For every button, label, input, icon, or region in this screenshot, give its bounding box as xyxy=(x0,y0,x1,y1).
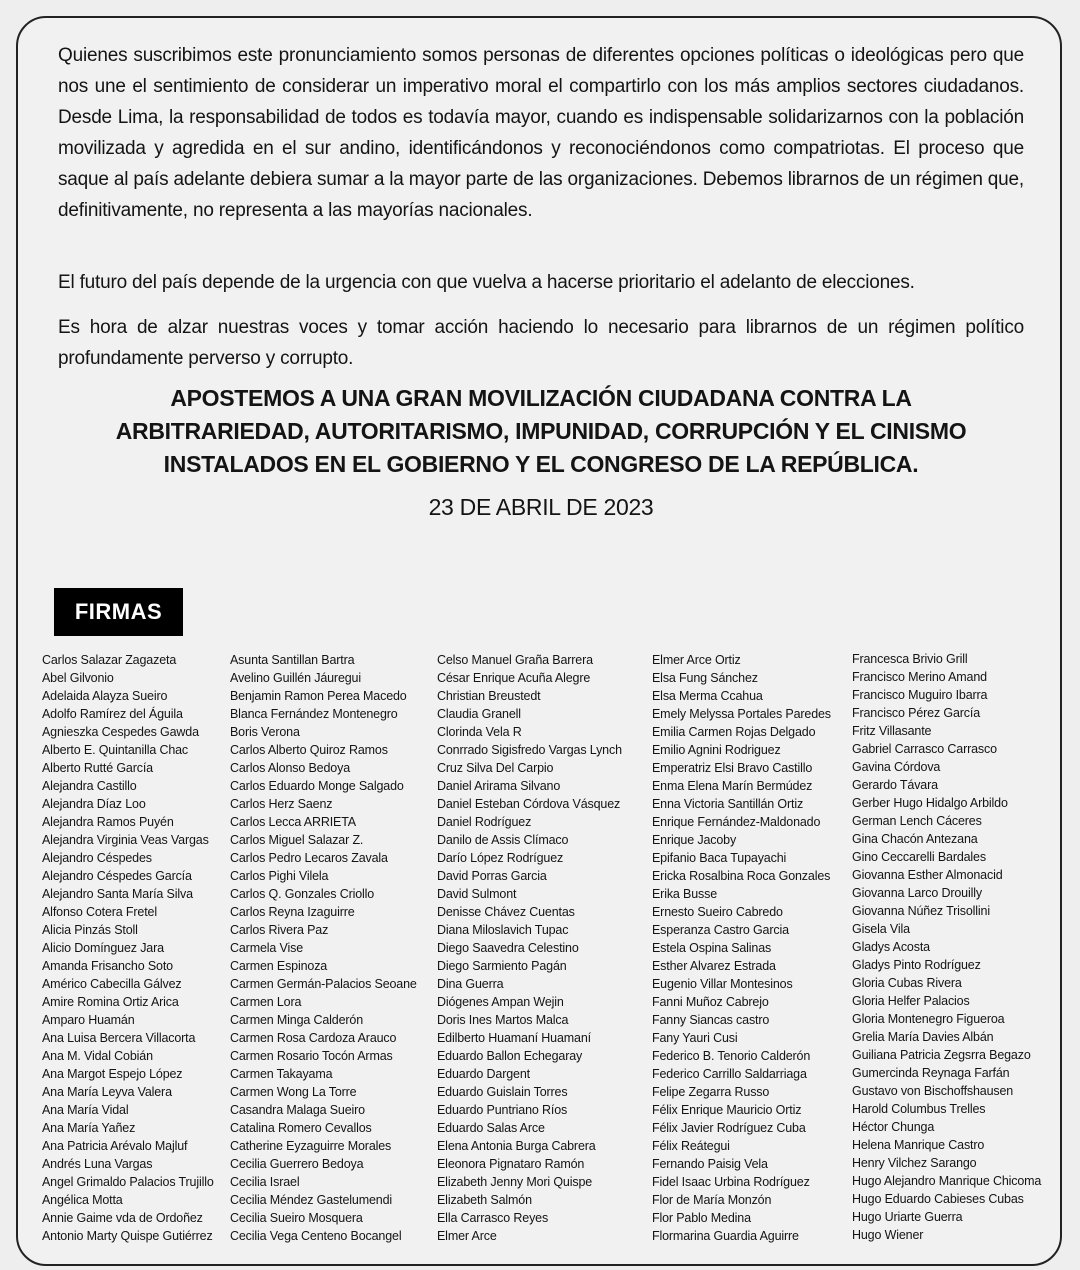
signature-name: Agnieszka Cespedes Gawda xyxy=(42,725,199,739)
headline xyxy=(58,382,1024,481)
signature-name: Eugenio Villar Montesinos xyxy=(652,977,793,991)
signature-name: Cecilia Vega Centeno Bocangel xyxy=(230,1229,402,1243)
signature-name: Flor Pablo Medina xyxy=(652,1211,751,1225)
signature-name: Carmela Vise xyxy=(230,941,303,955)
signature-name: Grelia María Davies Albán xyxy=(852,1030,994,1044)
signature-name: Cecilia Méndez Gastelumendi xyxy=(230,1193,393,1207)
signature-name: Gloria Montenegro Figueroa xyxy=(852,1012,1005,1026)
signatures-column xyxy=(42,651,214,1245)
signature-name: Carlos Q. Gonzales Criollo xyxy=(230,887,375,901)
signature-name: Amire Romina Ortiz Arica xyxy=(42,995,179,1009)
signature-name: Carmen Takayama xyxy=(230,1067,333,1081)
signature-name: Carlos Reyna Izaguirre xyxy=(230,905,355,919)
signature-name: Giovanna Larco Drouilly xyxy=(852,886,982,900)
signature-name: Benjamin Ramon Perea Macedo xyxy=(230,689,407,703)
signature-name: Diego Sarmiento Pagán xyxy=(437,959,567,973)
signature-name: Angélica Motta xyxy=(42,1193,123,1207)
signature-name: Diógenes Ampan Wejin xyxy=(437,995,564,1009)
signature-name: Antonio Marty Quispe Gutiérrez xyxy=(42,1229,213,1243)
signature-name: Eduardo Ballon Echegaray xyxy=(437,1049,583,1063)
elections-paragraph: El futuro del país depende de la urgencia con que vuelva a hacerse prioritario el adelanto de elecciones. xyxy=(58,272,915,293)
signature-name: Alberto Rutté García xyxy=(42,761,153,775)
signatures-column xyxy=(437,651,622,1245)
signature-name: Emperatriz Elsi Bravo Castillo xyxy=(652,761,813,775)
signature-name: Denisse Chávez Cuentas xyxy=(437,905,575,919)
signature-name: Félix Reátegui xyxy=(652,1139,730,1153)
signature-name: Emilio Agnini Rodriguez xyxy=(652,743,781,757)
signature-name: Eduardo Dargent xyxy=(437,1067,530,1081)
signature-name: Héctor Chunga xyxy=(852,1120,935,1134)
signature-name: Carlos Eduardo Monge Salgado xyxy=(230,779,404,793)
signature-name: Christian Breustedt xyxy=(437,689,541,703)
signature-name: Hugo Eduardo Cabieses Cubas xyxy=(852,1192,1024,1206)
signature-name: Asunta Santillan Bartra xyxy=(230,653,355,667)
signature-name: Casandra Malaga Sueiro xyxy=(230,1103,365,1117)
signature-name: Carmen Rosa Cardoza Arauco xyxy=(230,1031,397,1045)
signature-name: Elmer Arce xyxy=(437,1229,497,1243)
signature-name: Ana María Yañez xyxy=(42,1121,136,1135)
signature-name: Carmen Rosario Tocón Armas xyxy=(230,1049,393,1063)
signature-name: Amparo Huamán xyxy=(42,1013,135,1027)
signature-name: Eleonora Pignataro Ramón xyxy=(437,1157,585,1171)
signature-name: Catherine Eyzaguirre Morales xyxy=(230,1139,392,1153)
signature-name: Fany Yauri Cusi xyxy=(652,1031,738,1045)
signature-name: Alejandra Ramos Puyén xyxy=(42,815,174,829)
signature-name: Gladys Acosta xyxy=(852,940,930,954)
signature-name: Emely Melyssa Portales Paredes xyxy=(652,707,831,721)
signature-name: Ana Luisa Bercera Villacorta xyxy=(42,1031,196,1045)
signature-name: Amanda Frisancho Soto xyxy=(42,959,173,973)
signature-name: Ella Carrasco Reyes xyxy=(437,1211,549,1225)
signature-name: German Lench Cáceres xyxy=(852,814,982,828)
signature-name: Celso Manuel Graña Barrera xyxy=(437,653,593,667)
signature-name: Carlos Miguel Salazar Z. xyxy=(230,833,364,847)
signature-name: Enrique Jacoby xyxy=(652,833,737,847)
signature-name: Harold Columbus Trelles xyxy=(852,1102,986,1116)
signature-name: Esperanza Castro Garcia xyxy=(652,923,789,937)
signature-name: Carlos Alonso Bedoya xyxy=(230,761,350,775)
call-to-action-paragraph: Es hora de alzar nuestras voces y tomar acción haciendo lo necesario para librarnos de un régimen político profundamente perverso y corrupto. xyxy=(58,317,1024,369)
signature-name: Hugo Wiener xyxy=(852,1228,924,1242)
signature-name: Helena Manrique Castro xyxy=(852,1138,985,1152)
signature-name: Avelino Guillén Jáuregui xyxy=(230,671,361,685)
signature-name: Federico Carrillo Saldarriaga xyxy=(652,1067,807,1081)
signature-name: Cruz Silva Del Carpio xyxy=(437,761,554,775)
signature-name: Giovanna Núñez Trisollini xyxy=(852,904,990,918)
signature-name: Flor de María Monzón xyxy=(652,1193,772,1207)
signature-name: Fidel Isaac Urbina Rodríguez xyxy=(652,1175,810,1189)
signature-name: Estela Ospina Salinas xyxy=(652,941,772,955)
signature-name: Elizabeth Salmón xyxy=(437,1193,532,1207)
signature-name: Gloria Helfer Palacios xyxy=(852,994,970,1008)
signature-name: Gabriel Carrasco Carrasco xyxy=(852,742,997,756)
signature-name: Blanca Fernández Montenegro xyxy=(230,707,398,721)
date: 23 DE ABRIL DE 2023 xyxy=(428,494,654,520)
signature-name: Daniel Arirama Silvano xyxy=(437,779,561,793)
signature-name: Alberto E. Quintanilla Chac xyxy=(42,743,189,757)
signature-name: Carmen Germán-Palacios Seoane xyxy=(230,977,417,991)
signature-name: Gerber Hugo Hidalgo Arbildo xyxy=(852,796,1008,810)
firmas-label: FIRMAS xyxy=(54,588,183,636)
signature-name: Alejandra Díaz Loo xyxy=(42,797,146,811)
signature-name: Alejandra Virginia Veas Vargas xyxy=(42,833,209,847)
signature-name: Ana M. Vidal Cobián xyxy=(42,1049,153,1063)
signature-name: Fritz Villasante xyxy=(852,724,932,738)
signature-name: Angel Grimaldo Palacios Trujillo xyxy=(42,1175,214,1189)
signature-name: Adolfo Ramírez del Águila xyxy=(42,707,183,721)
signature-name: Carlos Rivera Paz xyxy=(230,923,329,937)
signature-name: Darío López Rodríguez xyxy=(437,851,564,865)
signature-name: Ericka Rosalbina Roca Gonzales xyxy=(652,869,831,883)
signature-name: Elena Antonia Burga Cabrera xyxy=(437,1139,596,1153)
signature-name: Enma Elena Marín Bermúdez xyxy=(652,779,813,793)
signature-name: Carlos Alberto Quiroz Ramos xyxy=(230,743,388,757)
signature-name: Américo Cabecilla Gálvez xyxy=(42,977,182,991)
signature-name: David Sulmont xyxy=(437,887,517,901)
signature-name: Catalina Romero Cevallos xyxy=(230,1121,372,1135)
signature-name: Federico B. Tenorio Calderón xyxy=(652,1049,811,1063)
signature-name: Alicia Pinzás Stoll xyxy=(42,923,138,937)
headline-line: INSTALADOS EN EL GOBIERNO Y EL CONGRESO DE LA REPÚBLICA. xyxy=(163,451,919,477)
signatures-column xyxy=(230,651,417,1245)
signature-name: Gustavo von Bischoffshausen xyxy=(852,1084,1014,1098)
signature-name: Gina Chacón Antezana xyxy=(852,832,978,846)
signatures-column xyxy=(652,651,831,1245)
signature-name: Giovanna Esther Almonacid xyxy=(852,868,1003,882)
signature-name: Diego Saavedra Celestino xyxy=(437,941,579,955)
headline-line: APOSTEMOS A UNA GRAN MOVILIZACIÓN CIUDADANA CONTRA LA xyxy=(170,385,912,411)
signature-name: Annie Gaime vda de Ordoñez xyxy=(42,1211,203,1225)
signature-name: Boris Verona xyxy=(230,725,300,739)
signature-name: Carlos Pedro Lecaros Zavala xyxy=(230,851,388,865)
signature-name: Cecilia Guerrero Bedoya xyxy=(230,1157,364,1171)
signature-name: Cecilia Sueiro Mosquera xyxy=(230,1211,363,1225)
headline-line: ARBITRARIEDAD, AUTORITARISMO, IMPUNIDAD, CORRUPCIÓN Y EL CINISMO xyxy=(115,418,967,444)
signature-name: Carlos Herz Saenz xyxy=(230,797,333,811)
signature-name: Gisela Vila xyxy=(852,922,910,936)
signature-name: Abel Gilvonio xyxy=(42,671,114,685)
signature-name: Carmen Espinoza xyxy=(230,959,328,973)
signature-name: Conrrado Sigisfredo Vargas Lynch xyxy=(437,743,622,757)
signature-name: Enrique Fernández-Maldonado xyxy=(652,815,821,829)
signature-name: Esther Alvarez Estrada xyxy=(652,959,776,973)
signature-name: Danilo de Assis Clímaco xyxy=(437,833,569,847)
signature-name: Alicio Domínguez Jara xyxy=(42,941,164,955)
signature-name: Edilberto Huamaní Huamaní xyxy=(437,1031,591,1045)
signature-name: Ana Margot Espejo López xyxy=(42,1067,183,1081)
signature-name: Erika Busse xyxy=(652,887,718,901)
signature-name: Eduardo Puntriano Ríos xyxy=(437,1103,568,1117)
signature-name: César Enrique Acuña Alegre xyxy=(437,671,591,685)
signature-name: Fernando Paisig Vela xyxy=(652,1157,768,1171)
signature-name: Elsa Fung Sánchez xyxy=(652,671,758,685)
signature-name: Doris Ines Martos Malca xyxy=(437,1013,569,1027)
signature-name: Carmen Wong La Torre xyxy=(230,1085,357,1099)
signature-name: Fanny Siancas castro xyxy=(652,1013,770,1027)
signature-name: Eduardo Salas Arce xyxy=(437,1121,545,1135)
signature-name: Gerardo Távara xyxy=(852,778,938,792)
signatures-column xyxy=(852,650,1041,1244)
signature-name: Carlos Lecca ARRIETA xyxy=(230,815,356,829)
signature-name: Gumercinda Reynaga Farfán xyxy=(852,1066,1010,1080)
signature-name: Andrés Luna Vargas xyxy=(42,1157,153,1171)
signature-name: Ana María Leyva Valera xyxy=(42,1085,172,1099)
signature-name: Elsa Merma Ccahua xyxy=(652,689,763,703)
signature-name: Ana Patricia Arévalo Majluf xyxy=(42,1139,188,1153)
signature-name: Clorinda Vela R xyxy=(437,725,522,739)
signature-name: Epifanio Baca Tupayachi xyxy=(652,851,787,865)
signature-name: Cecilia Israel xyxy=(230,1175,300,1189)
signature-name: Carmen Minga Calderón xyxy=(230,1013,364,1027)
signature-name: Francisco Pérez García xyxy=(852,706,980,720)
signature-name: Daniel Rodríguez xyxy=(437,815,532,829)
signature-name: Guiliana Patricia Zegsrra Begazo xyxy=(852,1048,1031,1062)
signature-name: Gavina Córdova xyxy=(852,760,941,774)
signature-name: Fanni Muñoz Cabrejo xyxy=(652,995,769,1009)
signature-name: Dina Guerra xyxy=(437,977,504,991)
signature-name: Felipe Zegarra Russo xyxy=(652,1085,770,1099)
signature-name: Elmer Arce Ortiz xyxy=(652,653,741,667)
signature-name: Francisco Merino Amand xyxy=(852,670,987,684)
signature-name: Enna Victoria Santillán Ortiz xyxy=(652,797,804,811)
signature-name: Hugo Uriarte Guerra xyxy=(852,1210,963,1224)
signature-name: Carmen Lora xyxy=(230,995,302,1009)
signature-name: Alejandro Santa María Silva xyxy=(42,887,193,901)
signature-name: Diana Miloslavich Tupac xyxy=(437,923,569,937)
signature-name: Eduardo Guislain Torres xyxy=(437,1085,568,1099)
signature-name: Alfonso Cotera Fretel xyxy=(42,905,157,919)
signature-name: Daniel Esteban Córdova Vásquez xyxy=(437,797,621,811)
signature-name: Flormarina Guardia Aguirre xyxy=(652,1229,799,1243)
signature-name: Alejandro Céspedes García xyxy=(42,869,192,883)
signature-name: Carlos Pighi Vilela xyxy=(230,869,329,883)
signature-name: Félix Javier Rodríguez Cuba xyxy=(652,1121,806,1135)
signature-name: Ernesto Sueiro Cabredo xyxy=(652,905,783,919)
document-frame xyxy=(16,16,1062,1266)
signature-name: Claudia Granell xyxy=(437,707,521,721)
signature-name: Gladys Pinto Rodríguez xyxy=(852,958,981,972)
signature-name: Gino Ceccarelli Bardales xyxy=(852,850,986,864)
signature-name: Gloria Cubas Rivera xyxy=(852,976,962,990)
signature-name: Hugo Alejandro Manrique Chicoma xyxy=(852,1174,1042,1188)
signature-name: Ana María Vidal xyxy=(42,1103,129,1117)
signature-name: Francisco Muguiro Ibarra xyxy=(852,688,988,702)
signature-name: Félix Enrique Mauricio Ortiz xyxy=(652,1103,802,1117)
signature-name: Henry Vilchez Sarango xyxy=(852,1156,977,1170)
signature-name: Alejandro Céspedes xyxy=(42,851,152,865)
signature-name: Francesca Brivio Grill xyxy=(852,652,968,666)
intro-paragraph: Quienes suscribimos este pronunciamiento somos personas de diferentes opciones políticas o ideológicas pero que nos une el sentimiento de considerar un imperativo moral el compartirlo con los más amplios sectores ciudadanos. Desde Lima, la responsabilidad de todos es todavía mayor, cuando es indispensable solidarizarnos con la población movilizada y agredida en el sur andino, identificándonos y reconociéndonos como compatriotas. El proceso que saque al país adelante debiera sumar a la mayor parte de las organizaciones. Debemos librarnos de un régimen que, definitivamente, no representa a las mayorías nacionales. xyxy=(58,45,1024,221)
signature-name: Emilia Carmen Rojas Delgado xyxy=(652,725,816,739)
signature-name: Carlos Salazar Zagazeta xyxy=(42,653,177,667)
signature-name: Adelaida Alayza Sueiro xyxy=(42,689,168,703)
signature-name: Elizabeth Jenny Mori Quispe xyxy=(437,1175,593,1189)
signature-name: David Porras Garcia xyxy=(437,869,547,883)
signature-name: Alejandra Castillo xyxy=(42,779,137,793)
